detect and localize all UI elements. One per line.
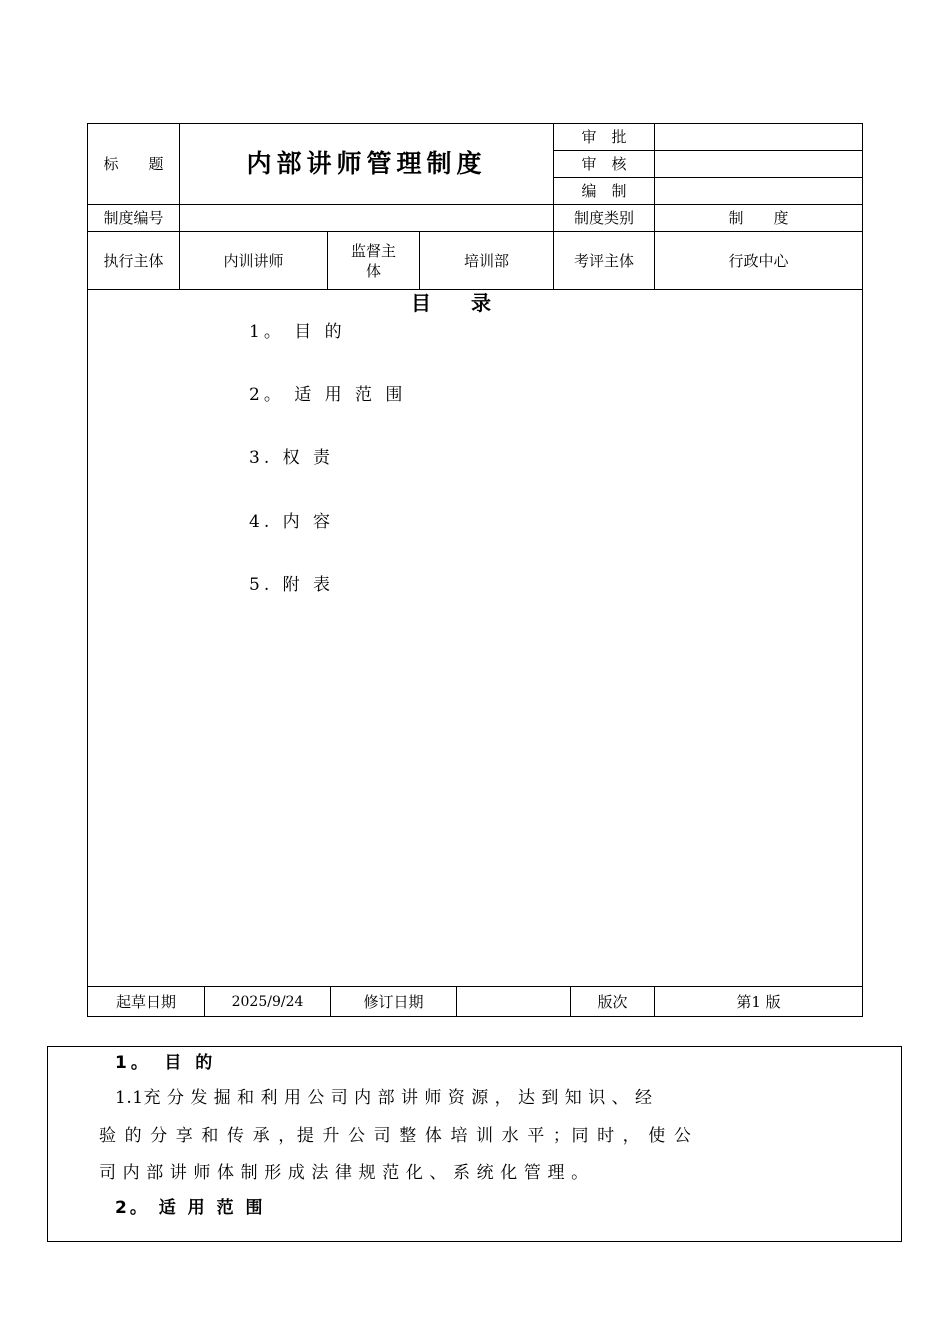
executor-value: 内训讲师 xyxy=(223,251,284,270)
compile-field[interactable] xyxy=(655,178,862,204)
supervisor-value: 培训部 xyxy=(463,251,509,270)
evaluator-value: 行政中心 xyxy=(728,251,789,270)
approve-label: 审 批 xyxy=(581,128,627,146)
toc-heading: 目录 xyxy=(411,291,531,315)
revision-date-field[interactable] xyxy=(457,987,570,1016)
draft-date-label: 起草日期 xyxy=(115,992,176,1011)
purpose-paragraph-line1: 1.1充 分 发 掘 和 利 用 公 司 内 部 讲 师 资 源 ， 达 到 知 识 、 经 xyxy=(115,1088,653,1108)
supervisor-label xyxy=(328,232,419,289)
compile-label: 编 制 xyxy=(581,182,627,200)
review-label: 审 核 xyxy=(581,155,627,173)
section-heading-purpose: 1。 目 的 xyxy=(115,1053,217,1073)
executor-label: 执行主体 xyxy=(103,251,164,270)
version-value: 第1 版 xyxy=(736,992,781,1011)
policy-no-field[interactable] xyxy=(180,205,553,231)
purpose-paragraph-line3: 司 内 部 讲 师 体 制 形 成 法 律 规 范 化 、 系 统 化 管 理 。 xyxy=(99,1163,589,1183)
section-heading-scope: 2。 适 用 范 围 xyxy=(115,1198,266,1218)
supervisor-label-line1: 监督主 xyxy=(350,241,396,260)
approve-field[interactable] xyxy=(655,124,862,150)
evaluator-label: 考评主体 xyxy=(573,251,634,270)
revision-date-label: 修订日期 xyxy=(363,992,424,1011)
title-label: 标 题 xyxy=(103,155,164,173)
toc-item-purpose[interactable]: 1。 目 的 xyxy=(249,322,346,342)
document-title: 内部讲师管理制度 xyxy=(246,149,487,178)
supervisor-label-line2: 体 xyxy=(365,261,381,280)
review-field[interactable] xyxy=(655,151,862,177)
policy-no-label: 制度编号 xyxy=(103,209,164,227)
purpose-paragraph-line2: 验 的 分 享 和 传 承 ，提 升 公 司 整 体 培 训 水 平 ；同 时 ， 使 公 xyxy=(99,1126,693,1146)
toc-item-responsibility[interactable]: 3. 权 责 xyxy=(249,448,335,468)
toc-item-content[interactable]: 4. 内 容 xyxy=(249,512,335,532)
version-label: 版次 xyxy=(597,992,628,1011)
toc-item-scope[interactable]: 2。 适 用 范 围 xyxy=(249,385,407,405)
toc-item-appendix[interactable]: 5. 附 表 xyxy=(249,575,335,595)
draft-date-value: 2025/9/24 xyxy=(231,993,304,1010)
policy-type-value: 制 度 xyxy=(728,209,789,227)
policy-type-label: 制度类别 xyxy=(573,209,634,227)
